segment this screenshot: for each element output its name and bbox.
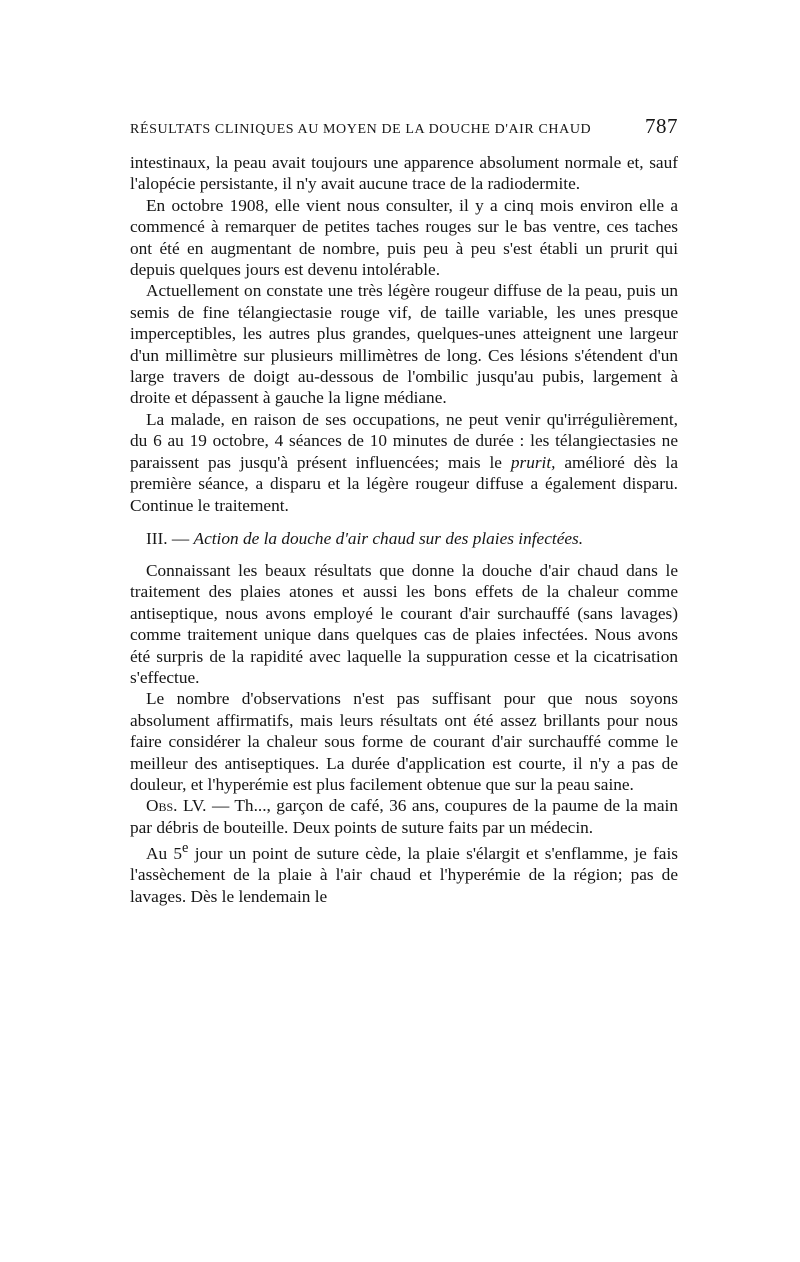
paragraph-october-consultation: En octobre 1908, elle vient nous consulter, il y a cinq mois environ elle a commencé à remarquer de petites taches rouges sur le bas ventre, ces taches ont été en augmentant de nombre, puis peu à peu s'est établi un prurit qui depuis quelques jours est devenu intolérable. [130, 195, 678, 280]
paragraph-observations-count: Le nombre d'observations n'est pas suffisant pour que nous soyons absolument affirmatifs, mais leurs résultats ont été assez brillants pour nous faire considérer la chaleur sous forme de courant d'air surchauffé comme le meilleur des antiseptiques. La durée d'application est courte, il n'y a pas de douleur, et l'hyperémie est plus facilement obtenue que sur la peau saine. [130, 689, 678, 794]
paragraph-treatment-sessions [130, 409, 678, 516]
running-title: RÉSULTATS CLINIQUES AU MOYEN DE LA DOUCHE D'AIR CHAUD [130, 122, 592, 137]
book-page [130, 114, 678, 907]
text-segment: La malade, en raison de ses occupations, ne peut venir qu'irrégulièrement, du 6 au 19 octobre, 4 séances de 10 minutes de durée : les télangiectasies ne paraissent pas jusqu'à présent influencées; mais le [130, 409, 678, 472]
spacer [130, 516, 678, 528]
italic-term: prurit, [510, 452, 556, 472]
observation-text: — Th..., garçon de café, 36 ans, coupures de la paume de la main par débris de bouteille. Deux points de suture faits par un médecin. [130, 796, 678, 837]
section-title: Action de la douche d'air chaud sur des plaies infectées. [193, 528, 584, 548]
paragraph-introduction: Connaissant les beaux résultats que donne la douche d'air chaud dans le traitement des plaies atones et aussi les bons effets de la chaleur comme antiseptique, nous avons employé le courant d'air surchauffé (sans lavages) comme traitement unique dans quelques cas de plaies infectées. Nous avons été surpris de la rapidité avec laquelle la suppuration cesse et la cicatrisation s'effectue. [130, 560, 678, 687]
spacer [130, 550, 678, 560]
paragraph-observation-lv [130, 795, 678, 838]
section-heading [130, 528, 678, 550]
text-segment: amélioré dès la première séance, a disparu et la légère rougeur diffuse a également disparu. Continue le traitement. [130, 452, 678, 515]
page-number: 787 [645, 114, 678, 138]
superscript: e [182, 840, 189, 857]
text-segment: jour un point de suture cède, la plaie s'élargit et s'enflamme, je fais l'assèchement de la plaie à l'air chaud et l'hyperémie de la région; pas de lavages. Dès le lendemain le [130, 843, 678, 906]
observation-label: Obs. LV. [146, 796, 207, 816]
section-number: III. — [146, 528, 194, 548]
paragraph-continuation: intestinaux, la peau avait toujours une apparence absolument normale et, sauf l'alopécie persistante, il n'y avait aucune trace de la radiodermite. [130, 153, 678, 194]
paragraph-fifth-day [130, 838, 678, 907]
running-head [130, 114, 678, 144]
paragraph-current-findings: Actuellement on constate une très légère rougeur diffuse de la peau, puis un semis de fine télangiectasie rouge vif, de taille variable, les unes presque imperceptibles, les autres plus grandes, quelques-unes atteignent une largeur d'un millimètre sur plusieurs millimètres de long. Ces lésions s'étendent d'un large travers de doigt au-dessous de l'ombilic jusqu'au pubis, largement à droite et dépassent à gauche la ligne médiane. [130, 281, 678, 408]
text-segment: Au 5 [146, 843, 183, 863]
